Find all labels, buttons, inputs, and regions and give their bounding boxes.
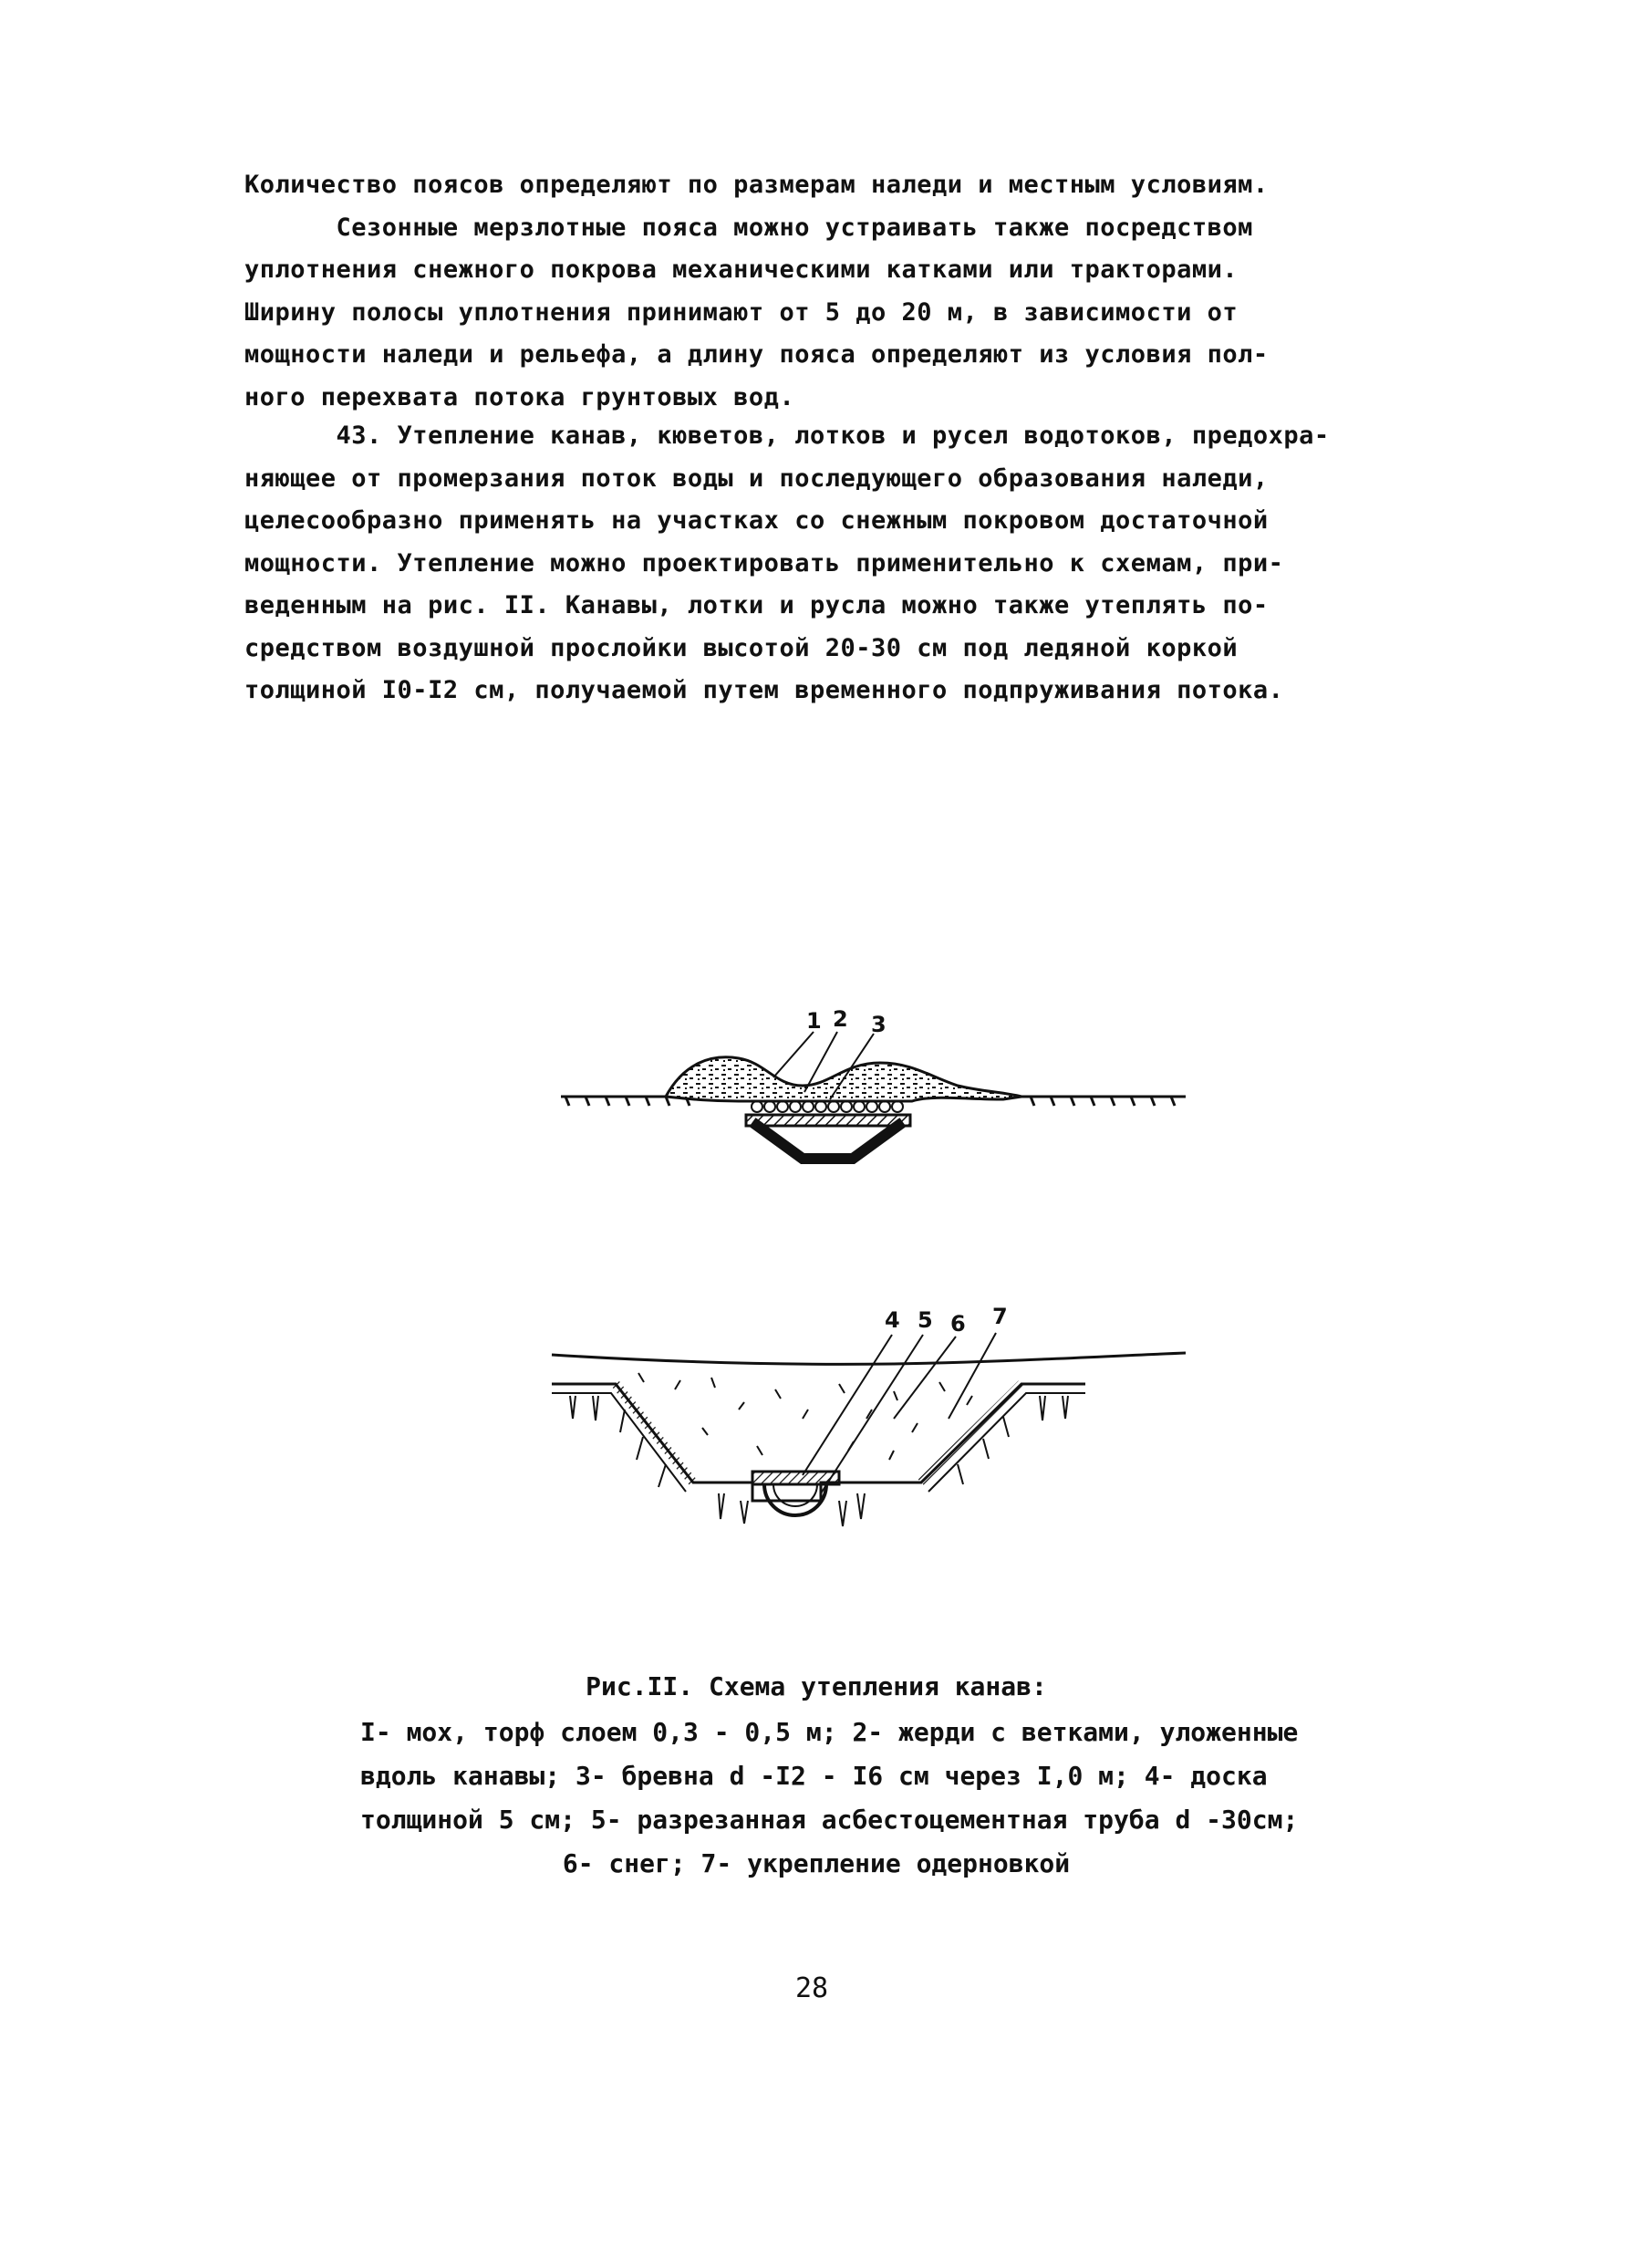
text-line: толщиной I0-I2 см, получаемой путем временного подпруживания потока.	[244, 676, 1284, 704]
page-number: 28	[794, 1972, 829, 2004]
caption-line: вдоль канавы; 3- бревна d -I2 - I6 см через I,0 м; 4- доска	[360, 1761, 1268, 1791]
text-line: ного перехвата потока грунтовых вод.	[244, 382, 795, 411]
label-5: 5	[918, 1307, 933, 1333]
text-line: Сезонные мерзлотные пояса можно устраивать также посредством	[244, 213, 1253, 242]
paragraph-43	[244, 415, 1421, 713]
text-line: Количество поясов определяют по размерам наледи и местным условиям.	[244, 171, 1269, 199]
label-1: 1	[806, 1008, 822, 1034]
label-3: 3	[871, 1012, 887, 1037]
text-line: средством воздушной прослойки высотой 20-30 см под ледяной коркой	[244, 633, 1239, 662]
caption-line: 6- снег; 7- укрепление одерновкой	[562, 1848, 1071, 1878]
label-4: 4	[885, 1307, 900, 1333]
label-6: 6	[950, 1311, 966, 1337]
figure-caption-title: Рис.II. Схема утепления канав:	[586, 1671, 1047, 1701]
text-line: целесообразно применять на участках со снежным покровом достаточной	[244, 506, 1269, 535]
intro-paragraph	[244, 164, 1421, 419]
ditch-insulation-diagram-top	[529, 1008, 1222, 1232]
figure-caption-legend	[360, 1711, 1400, 1886]
text-line: мощности. Утепление можно проектировать применительно к схемам, при-	[244, 548, 1284, 577]
text-line: 43. Утепление канав, кюветов, лотков и русел водотоков, предохра-	[244, 421, 1330, 450]
text-line: уплотнения снежного покрова механическими катками или тракторами.	[244, 255, 1239, 284]
text-line: Ширину полосы уплотнения принимают от 5 до 20 м, в зависимости от	[244, 297, 1239, 327]
text-line: веденным на рис. II. Канавы, лотки и русла можно также утеплять по-	[244, 591, 1269, 619]
label-7: 7	[992, 1304, 1008, 1329]
diagram-bottom-svg	[529, 1282, 1222, 1574]
ditch-insulation-diagram-bottom	[529, 1282, 1222, 1574]
caption-line: толщиной 5 см; 5- разрезанная асбестоцементная труба d -30см;	[360, 1805, 1299, 1835]
text-line: няющее от промерзания поток воды и последующего образования наледи,	[244, 463, 1269, 493]
diagram-top-svg	[529, 1008, 1222, 1232]
caption-line: I- мох, торф слоем 0,3 - 0,5 м; 2- жерди с ветками, уложенные	[360, 1717, 1299, 1747]
text-line: мощности наледи и рельефа, а длину пояса определяют из условия пол-	[244, 340, 1269, 369]
label-2: 2	[833, 1008, 848, 1032]
